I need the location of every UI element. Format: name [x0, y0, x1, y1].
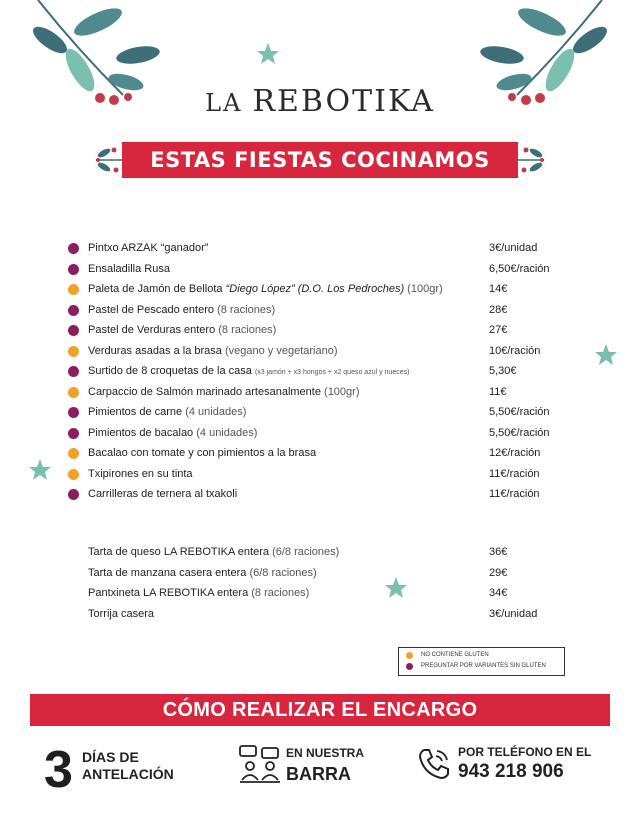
- menu-item-price: 11€/ración: [489, 488, 540, 500]
- menu-item-note: (100gr): [404, 283, 443, 295]
- star-icon: [28, 458, 52, 482]
- menu-item-price: 11€: [489, 385, 507, 398]
- menu-item-row: [68, 402, 568, 423]
- menu-item-row: [68, 259, 568, 280]
- menu-item-price: 3€/unidad: [489, 242, 538, 254]
- purple-dot-icon: [68, 264, 79, 275]
- menu-list: [68, 238, 568, 505]
- menu-item-note: (100gr): [324, 385, 360, 398]
- menu-item-row: [68, 279, 568, 300]
- dessert-item-note: (8 raciones): [251, 587, 310, 599]
- menu-item-note: (8 raciones): [218, 324, 277, 336]
- purple-dot-icon: [68, 305, 79, 316]
- menu-item-row: [68, 361, 568, 382]
- legend-gluten-free: NO CONTIENE GLUTEN: [421, 652, 489, 658]
- menu-item-row: [68, 484, 568, 505]
- phone-number[interactable]: 943 218 906: [458, 761, 564, 782]
- menu-item-row: [68, 443, 568, 464]
- menu-item-name: Pastel de Pescado entero (8 raciones): [88, 303, 276, 316]
- menu-item-price: 6,50€/ración: [489, 262, 550, 275]
- purple-dot-icon: [68, 366, 79, 377]
- purple-dot-icon: [68, 325, 79, 336]
- order-bar: [286, 745, 364, 786]
- menu-item-note: (8 raciones): [217, 303, 276, 316]
- orange-dot-icon: [68, 284, 79, 295]
- dessert-item-name: Pantxineta LA REBOTIKA entera (8 raciones): [88, 587, 310, 599]
- orange-dot-icon: [68, 346, 79, 357]
- orange-dot-icon: [406, 652, 413, 659]
- purple-dot-icon: [68, 489, 79, 500]
- star-icon: [594, 343, 618, 367]
- menu-item-price: 10€/ración: [489, 344, 541, 357]
- menu-item-name: Surtido de 8 croquetas de la casa (x3 jamón + x3 hongos + x2 queso azul y nueces): [88, 365, 410, 377]
- purple-dot-icon: [68, 243, 79, 254]
- dessert-item-row: [68, 604, 568, 625]
- dessert-item-row: [68, 583, 568, 604]
- star-icon: [256, 42, 280, 66]
- days-line-2: ANTELACIÓN: [82, 766, 174, 782]
- menu-item-price: 5,30€: [489, 365, 517, 377]
- menu-item-row: [68, 300, 568, 321]
- menu-item-name: Carpaccio de Salmón marinado artesanalmente (100gr): [88, 385, 360, 398]
- menu-item-price: 5,50€/ración: [489, 406, 550, 418]
- order-title: CÓMO REALIZAR EL ENCARGO: [30, 694, 610, 726]
- sprig-icon: [514, 140, 548, 180]
- menu-item-price: 27€: [489, 324, 508, 336]
- dessert-item-price: 34€: [489, 587, 508, 599]
- orange-dot-icon: [68, 387, 79, 398]
- menu-item-note: (vegano y vegetariano): [224, 344, 338, 357]
- purple-dot-icon: [68, 428, 79, 439]
- purple-dot-icon: [68, 407, 79, 418]
- purple-dot-icon: [406, 663, 413, 670]
- bar-line-1: EN NUESTRA: [286, 746, 365, 760]
- legend-ask-variants: PREGUNTAR POR VARIANTES SIN GLUTEN: [421, 663, 546, 669]
- menu-item-name: Pimientos de carne (4 unidades): [88, 406, 247, 418]
- dessert-item-note: (6/8 raciones): [249, 566, 317, 579]
- orange-dot-icon: [68, 448, 79, 459]
- menu-item-price: 28€: [489, 303, 508, 316]
- dessert-item-price: 36€: [489, 546, 508, 558]
- dessert-item-price: 29€: [489, 566, 508, 579]
- menu-item-note: (4 unidades): [196, 426, 258, 439]
- phone-icon: [416, 746, 452, 782]
- menu-item-row: [68, 423, 568, 444]
- menu-item-detail: (x3 jamón + x3 hongos + x2 queso azul y nueces): [254, 369, 410, 376]
- logo-prefix: LA: [205, 89, 243, 117]
- menu-item-name: Pimientos de bacalao (4 unidades): [88, 426, 258, 439]
- dessert-item-note: (6/8 raciones): [272, 546, 340, 558]
- orange-dot-icon: [68, 469, 79, 480]
- menu-item-origin: “Diego López” (D.O. Los Pedroches): [225, 283, 405, 295]
- menu-item-row: [68, 341, 568, 362]
- dessert-item-name: Tarta de queso LA REBOTIKA entera (6/8 raciones): [88, 546, 340, 558]
- phone-label: POR TELÉFONO EN EL: [458, 745, 592, 759]
- dessert-list: [68, 542, 568, 624]
- menu-item-name: Pastel de Verduras entero (8 raciones): [88, 324, 277, 336]
- menu-item-name: Pintxo ARZAK “ganador”: [88, 242, 209, 254]
- banner-title: ESTAS FIESTAS COCINAMOS PARA TI: [122, 142, 518, 178]
- banner: [92, 140, 548, 208]
- menu-item-name: Ensaladilla Rusa: [88, 262, 170, 275]
- menu-item-name: Txipirones en su tinta: [88, 467, 193, 480]
- order-phone: [458, 744, 591, 783]
- menu-item-name: Verduras asadas a la brasa (vegano y vegetariano): [88, 344, 338, 357]
- menu-item-price: 5,50€/ración: [489, 426, 550, 439]
- menu-item-name: Paleta de Jamón de Bellota “Diego López” (D.O. Los Pedroches) (100gr): [88, 283, 443, 295]
- allergen-legend: [398, 647, 565, 676]
- menu-item-row: [68, 464, 568, 485]
- menu-item-name: Carrilleras de ternera al txakoli: [88, 488, 238, 500]
- menu-item-row: [68, 382, 568, 403]
- menu-item-price: 12€/ración: [489, 447, 541, 459]
- days-number: 3: [44, 741, 73, 799]
- menu-item-row: [68, 320, 568, 341]
- dessert-item-row: [68, 542, 568, 563]
- menu-item-row: [68, 238, 568, 259]
- dessert-item-name: Tarta de manzana casera entera (6/8 raciones): [88, 566, 317, 579]
- menu-item-name: Bacalao con tomate y con pimientos a la brasa: [88, 447, 317, 459]
- sprig-icon: [92, 140, 126, 180]
- bar-line-2: BARRA: [286, 764, 351, 784]
- days-line-1: DÍAS DE: [82, 749, 139, 765]
- dessert-item-row: [68, 563, 568, 584]
- menu-item-price: 11€/ración: [489, 467, 540, 480]
- menu-item-price: 14€: [489, 283, 508, 295]
- logo: LA REBOTIKA: [205, 84, 435, 119]
- dessert-item-price: 3€/unidad: [489, 607, 538, 620]
- menu-item-note: (4 unidades): [185, 406, 247, 418]
- dessert-item-name: Torrija casera: [88, 607, 155, 620]
- people-chat-icon: [238, 744, 282, 784]
